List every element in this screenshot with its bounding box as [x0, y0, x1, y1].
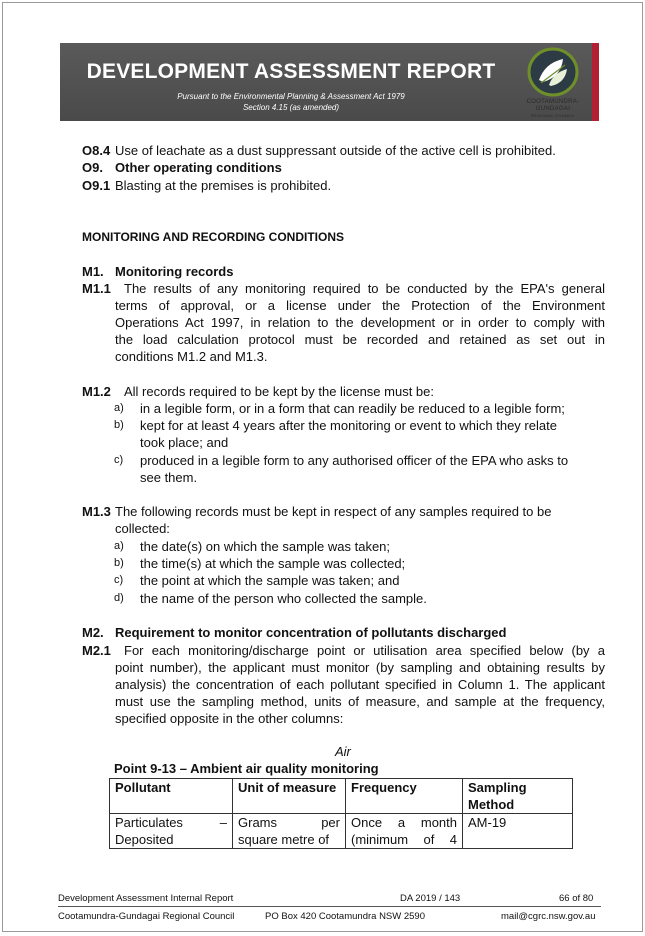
condition-m1-1-line: terms of approval, or a license under the Protection of the Environment — [115, 298, 605, 313]
condition-m1-heading: Monitoring records — [115, 264, 234, 279]
table-caption: Air — [335, 744, 351, 759]
list-item: in a legible form, or in a form that can readily be reduced to a legible form; — [140, 401, 565, 416]
condition-m1-1-line: the load calculation protocol must be recorded and retained as set out in — [115, 332, 605, 347]
condition-o9-number: O9. — [82, 160, 103, 175]
condition-m1-2-number: M1.2 — [82, 384, 111, 399]
list-marker: b) — [114, 419, 124, 431]
table-cell-pollutant: Particulates – Deposited — [110, 814, 233, 849]
section-heading: MONITORING AND RECORDING CONDITIONS — [82, 230, 345, 244]
footer-email[interactable]: mail@cgrc.nsw.gov.au — [501, 911, 596, 922]
condition-m2-1-line: point number), the applicant must monitor (by sampling and obtaining results by — [115, 660, 605, 675]
footer-page-number: 66 of 80 — [559, 893, 594, 904]
table-cell-unit: Grams per square metre of — [233, 814, 346, 849]
list-item: the date(s) on which the sample was taken; — [140, 539, 391, 554]
condition-m2-heading: Requirement to monitor concentration of pollutants discharged — [115, 625, 507, 640]
list-marker: b) — [114, 557, 124, 569]
condition-m1-1-line: The results of any monitoring required to be conducted by the EPA's general — [124, 281, 605, 296]
table-row — [110, 814, 573, 849]
table-title: Point 9-13 – Ambient air quality monitoring — [114, 761, 379, 776]
list-marker: c) — [114, 574, 124, 586]
subtitle-act: Pursuant to the Environmental Planning & Assessment Act 1979 — [177, 92, 405, 101]
condition-m1-1-line: conditions M1.2 and M1.3. — [115, 349, 268, 364]
list-marker: a) — [114, 540, 124, 552]
condition-m1-1-line: Operations Act 1997, in relation to the development or in order to comply with — [115, 315, 605, 330]
condition-o8-4-number: O8.4 — [82, 143, 111, 158]
condition-m1-3-intro-continuation: collected: — [115, 521, 170, 536]
table-header-cell: Frequency — [346, 779, 463, 814]
table-header-row — [110, 779, 573, 814]
condition-m2-1-line: must use the sampling method, units of measure, and sample at the frequency, — [115, 694, 605, 709]
condition-m1-1-number: M1.1 — [82, 281, 111, 296]
list-marker: a) — [114, 402, 124, 414]
list-item: the time(s) at which the sample was collected; — [140, 556, 406, 571]
table-cell-frequency: Once a month (minimum of 4 — [346, 814, 463, 849]
footer-po-box: PO Box 420 Cootamundra NSW 2590 — [265, 911, 426, 922]
list-item: the point at which the sample was taken; and — [140, 573, 400, 588]
list-item: the name of the person who collected the sample. — [140, 591, 427, 606]
condition-m1-3-number: M1.3 — [82, 504, 111, 519]
condition-m2-1-number: M2.1 — [82, 643, 111, 658]
footer-council: Cootamundra-Gundagai Regional Council — [58, 911, 235, 922]
table-header-cell: Sampling Method — [463, 779, 573, 814]
council-logo-text: COOTAMUNDRA- GUNDAGAI REGIONAL COUNCIL — [526, 99, 580, 118]
list-item-continuation: see them. — [140, 470, 198, 485]
condition-m2-1-line: specified opposite in the other columns: — [115, 711, 344, 726]
report-banner — [60, 43, 599, 121]
list-marker: d) — [114, 592, 124, 604]
condition-m1-3-intro: The following records must be kept in respect of any samples required to be — [115, 504, 552, 519]
condition-m1-2-intro: All records required to be kept by the license must be: — [124, 384, 434, 399]
table-cell-method: AM-19 — [463, 814, 573, 849]
monitoring-table — [109, 778, 573, 849]
document-page — [2, 2, 643, 932]
footer-report-name: Development Assessment Internal Report — [58, 893, 234, 904]
banner-accent-bar — [592, 43, 599, 121]
council-logo — [521, 47, 585, 117]
report-title: DEVELOPMENT ASSESSMENT REPORT — [86, 60, 496, 83]
condition-o8-4-text: Use of leachate as a dust suppressant outside of the active cell is prohibited. — [115, 143, 556, 158]
list-item: kept for at least 4 years after the monitoring or event to which they relate — [140, 418, 557, 433]
condition-o9-heading: Other operating conditions — [115, 160, 282, 175]
footer-da-number: DA 2019 / 143 — [400, 893, 461, 904]
report-subtitle — [60, 91, 522, 113]
subtitle-section: Section 4.15 (as amended) — [242, 103, 340, 112]
condition-m2-1-line: analysis) the concentration of each pollutant specified in Column 1. The applicant — [115, 677, 605, 692]
list-item-continuation: took place; and — [140, 435, 229, 450]
list-marker: c) — [114, 454, 124, 466]
condition-o9-1-text: Blasting at the premises is prohibited. — [115, 178, 332, 193]
table-header-cell: Pollutant — [110, 779, 233, 814]
condition-m2-number: M2. — [82, 625, 104, 640]
condition-o9-1-number: O9.1 — [82, 178, 111, 193]
council-leaf-icon — [521, 47, 585, 99]
footer-divider — [58, 906, 601, 907]
condition-m1-number: M1. — [82, 264, 104, 279]
list-item: produced in a legible form to any authorised officer of the EPA who asks to — [140, 453, 569, 468]
condition-m2-1-line: For each monitoring/discharge point or utilisation area specified below (by a — [124, 643, 605, 658]
table-header-cell: Unit of measure — [233, 779, 346, 814]
